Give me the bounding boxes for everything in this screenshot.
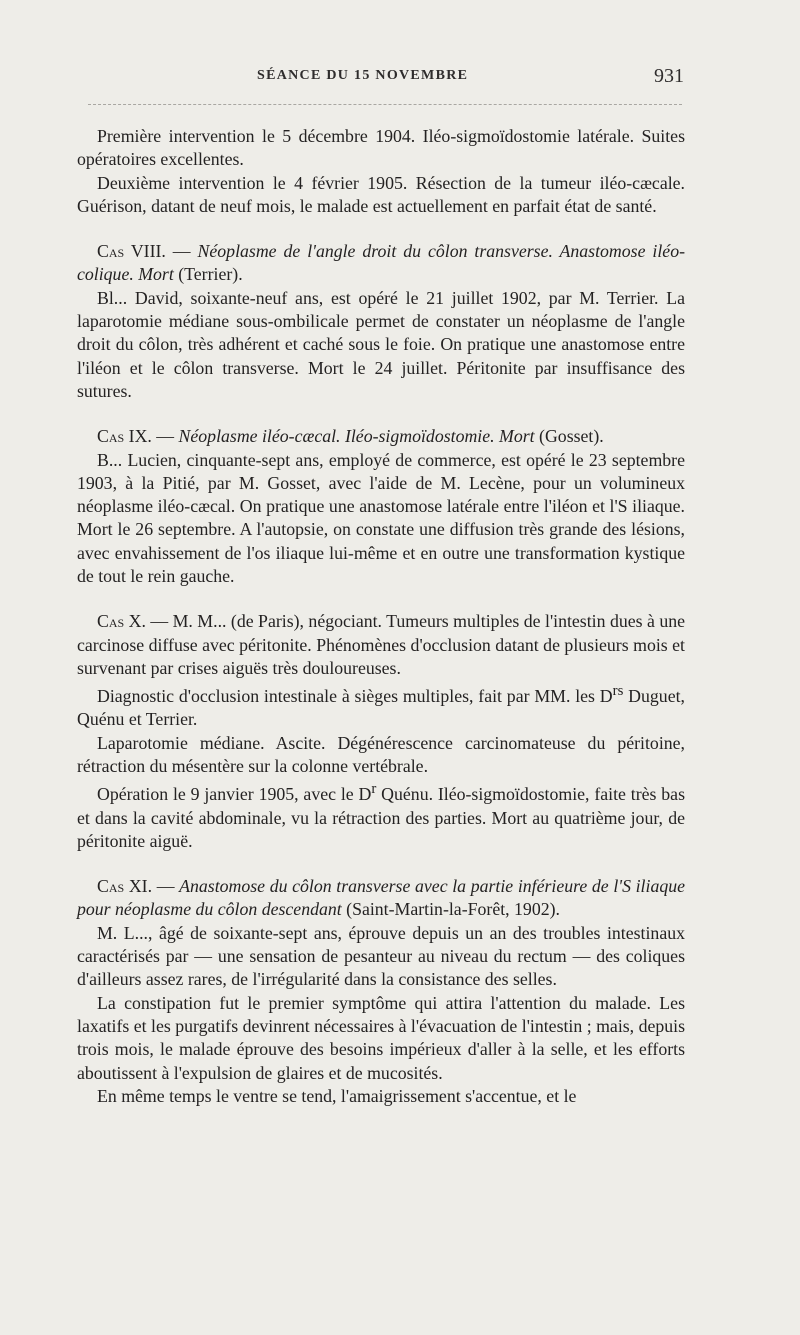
case-8-label: Cas VIII. <box>97 241 166 262</box>
case-9-heading <box>77 425 685 448</box>
page-number: 931 <box>654 65 684 87</box>
case-11-constipation: La constipation fut le premier symptôme qui attira l'attention du malade. Les laxatifs et les purgatifs devinrent nécessaires à l'évacuation de l'intestin ; mais, depuis trois mois, le malade éprouve des besoins impérieux d'aller à la selle, et les efforts aboutissent à l'expulsion de glaires et de mucosités. <box>77 992 685 1083</box>
case-11-body: M. L..., âgé de soixante-sept ans, éprouve depuis un an des troubles intestinaux caractérisés par — une sensation de pesanteur au niveau du rectum — des coliques d'ailleurs assez rares, de l'irrégularité dans la consistance des selles. <box>77 922 685 990</box>
case-10-text: — M. M... (de Paris), négociant. Tumeurs multiples de l'intestin dues à une carcinose diffuse avec péritonite. Phénomènes d'occlusion datant de plusieurs mois et survenant par crises aiguës très douloureuses. <box>77 611 685 678</box>
case-8-title: Néoplasme de l'angle droit du côlon transverse. Anastomose iléo-colique. Mort <box>77 241 686 285</box>
case-11-last-line: En même temps le ventre se tend, l'amaigrissement s'accentue, et le <box>97 1085 577 1106</box>
running-head: SÉANCE DU 15 NOVEMBRE <box>257 68 469 83</box>
case-11-dash: — <box>152 876 180 897</box>
case-9-dash: — <box>151 426 179 447</box>
case-11-title: Anastomose du côlon transverse avec la partie inférieure de l'S iliaque pour néoplasme du côlon descendant <box>77 876 686 920</box>
case-10-diagnosis-a: Diagnostic d'occlusion intestinale à sièges multiples, fait par MM. les D <box>97 686 613 707</box>
body-text <box>77 125 685 1108</box>
case-8-body: Bl... David, soixante-neuf ans, est opéré le 21 juillet 1902, par M. Terrier. La laparotomie médiane sous-ombilicale permet de constater un néoplasme de l'angle droit du côlon, très adhérent et caché sous le foie. On pratique une anastomose entre l'iléon et le côlon transverse. Mort le 24 juillet. Péritonite par insuffisance des sutures. <box>77 287 685 401</box>
case-10-operation-a: Opération le 9 janvier 1905, avec le D <box>97 784 372 805</box>
case-10-operation-b: Quénu. Iléo-sigmoïdostomie, faite très bas et dans la cavité abdominale, vu la rétraction des parties. Mort au quatrième jour, de péritonite aiguë. <box>77 784 685 851</box>
case-10-diagnosis-sup: rs <box>612 683 624 700</box>
paragraph-first-intervention: Première intervention le 5 décembre 1904. Iléo-sigmoïdostomie latérale. Suites opératoires excellentes. <box>77 126 685 170</box>
case-8-author: (Terrier). <box>173 264 243 285</box>
header-rule <box>88 104 682 105</box>
case-9-label: Cas IX. <box>97 426 152 447</box>
case-11-author: (Saint-Martin-la-Forêt, 1902). <box>341 899 560 920</box>
paragraph-second-intervention: Deuxième intervention le 4 février 1905. Résection de la tumeur iléo-cæcale. Guérison, datant de neuf mois, le malade est actuellement en parfait état de santé. <box>77 172 685 216</box>
case-10-operation <box>77 778 685 853</box>
case-9-body: B... Lucien, cinquante-sept ans, employé de commerce, est opéré le 23 septembre 1903, à la Pitié, par M. Gosset, avec l'aide de M. Lecène, pour un volumineux néoplasme iléo-cæcal. On pratique une anastomose latérale entre l'iléon et l'S iliaque. Mort le 26 septembre. A l'autopsie, on constate une diffusion très grande des lésions, avec envahissement de l'os iliaque lui-même et en outre une transformation kystique de tout le rein gauche. <box>77 449 685 587</box>
case-10-heading <box>77 610 685 680</box>
case-11-heading <box>77 875 685 922</box>
case-10-diagnosis-b: Duguet, Quénu et Terrier. <box>77 686 685 730</box>
case-9-author: (Gosset). <box>534 426 604 447</box>
page-header <box>80 65 684 94</box>
case-11-label: Cas XI. <box>97 876 153 897</box>
case-10-diagnosis <box>77 680 685 732</box>
case-9-title: Néoplasme iléo-cæcal. Iléo-sigmoïdostomie. Mort <box>178 426 535 447</box>
case-10-laparotomy: Laparotomie médiane. Ascite. Dégénérescence carcinomateuse du péritoine, rétraction du mésentère sur la colonne vertébrale. <box>77 732 685 777</box>
case-10-operation-sup: r <box>371 781 377 798</box>
case-10-label: Cas X. <box>97 611 146 632</box>
case-8-heading <box>77 240 685 287</box>
case-8-dash: — <box>165 241 198 262</box>
